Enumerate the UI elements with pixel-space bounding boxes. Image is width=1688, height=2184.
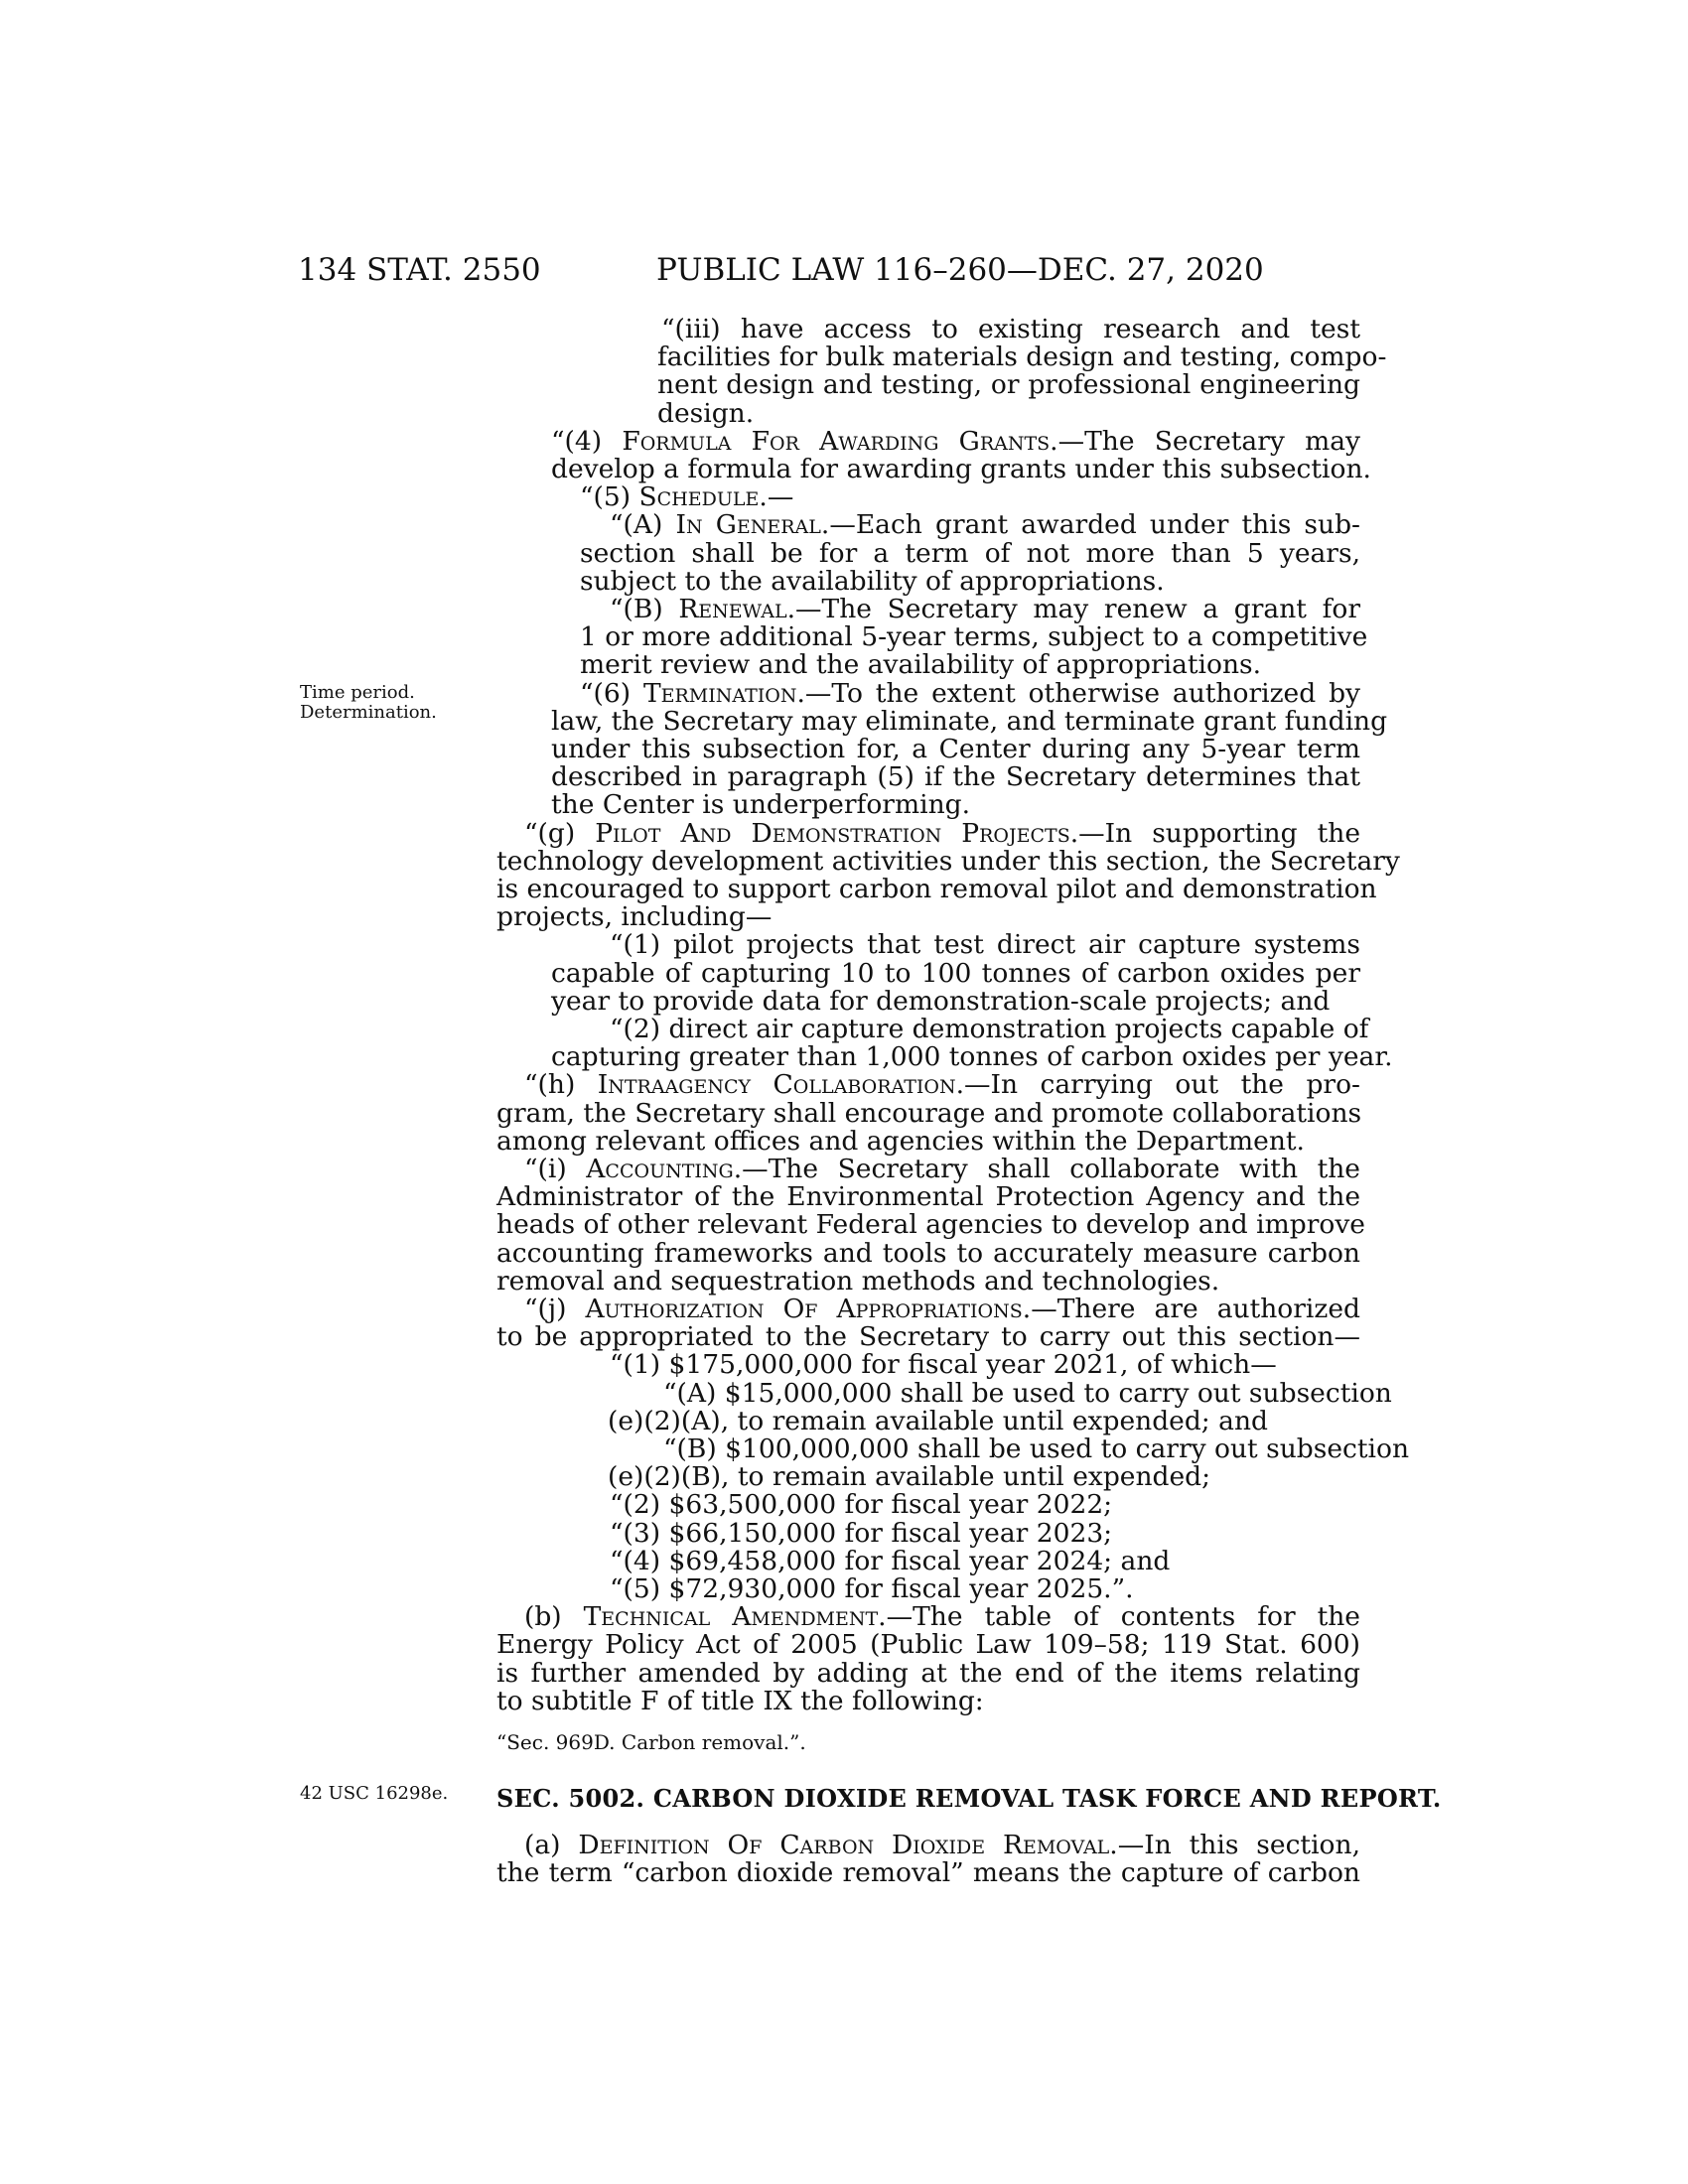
text-line: “(4) Formula For Awarding Grants.—The Secretary may (551, 425, 1360, 457)
small-caps-heading: In General. (675, 509, 830, 541)
text-line: “(1) $175,000,000 for fiscal year 2021, of which— (610, 1349, 1277, 1381)
text-line: “(B) Renewal.—The Secretary may renew a grant for (610, 594, 1361, 624)
small-caps-heading: Intraagency Collaboration. (597, 1069, 964, 1101)
text-line: “(3) $66,150,000 for fiscal year 2023; (610, 1517, 1113, 1549)
small-caps-heading: Definition Of Carbon Dioxide Removal. (578, 1830, 1118, 1860)
text-line: subject to the availability of appropriations. (580, 565, 1165, 597)
text-line: “(5) $72,930,000 for fiscal year 2025.”. (610, 1573, 1134, 1604)
page-stat-number: 134 STAT. 2550 (298, 252, 541, 288)
text-line: described in paragraph (5) if the Secretary determines that (551, 761, 1360, 793)
margin-note-determination: Determination. (300, 702, 437, 723)
text-line: “(6) Termination.—To the extent otherwise authorized by (580, 677, 1360, 709)
small-caps-heading: Renewal. (678, 594, 796, 624)
text-line: is encouraged to support carbon removal pilot and demonstration (496, 874, 1377, 904)
small-caps-heading: Accounting. (586, 1154, 743, 1184)
text-line: nent design and testing, or professional engineering (657, 369, 1360, 401)
text-line: heads of other relevant Federal agencies to develop and improve (496, 1209, 1365, 1241)
margin-note-usc-citation: 42 USC 16298e. (300, 1783, 449, 1804)
text-line: (a) Definition Of Carbon Dioxide Removal.—In this section, (524, 1830, 1360, 1860)
small-caps-heading: Authorization Of Appropriations. (585, 1294, 1032, 1324)
text-line: section shall be for a term of not more than 5 years, (580, 537, 1360, 569)
small-caps-heading: Formula For Awarding Grants. (622, 425, 1058, 457)
margin-note-time-period: Time period. (300, 682, 415, 703)
small-caps-heading: Termination. (642, 677, 805, 709)
text-line: capable of capturing 10 to 100 tonnes of carbon oxides per (551, 957, 1360, 989)
text-line: “(2) $63,500,000 for fiscal year 2022; (610, 1489, 1113, 1521)
section-heading: SEC. 5002. CARBON DIOXIDE REMOVAL TASK FORCE AND REPORT. (496, 1784, 1442, 1813)
text-line: “(iii) have access to existing research and test (661, 314, 1360, 344)
text-line: to be appropriated to the Secretary to carry out this section— (496, 1321, 1360, 1353)
text-line: “(j) Authorization Of Appropriations.—There are authorized (524, 1294, 1360, 1324)
text-line: “(B) $100,000,000 shall be used to carry out subsection (663, 1433, 1410, 1464)
small-caps-heading: Technical Amendment. (583, 1601, 887, 1633)
text-line: projects, including— (496, 901, 773, 933)
text-line: “(1) pilot projects that test direct air capture systems (610, 929, 1360, 961)
text-line: is further amended by adding at the end of the items relating (496, 1657, 1360, 1689)
text-line: Energy Policy Act of 2005 (Public Law 109–58; 119 Stat. 600) (496, 1629, 1360, 1661)
text-line: under this subsection for, a Center during any 5-year term (551, 734, 1360, 764)
text-line: (b) Technical Amendment.—The table of contents for the (524, 1601, 1360, 1633)
text-line: facilities for bulk materials design and testing, compo- (657, 341, 1387, 373)
text-line: gram, the Secretary shall encourage and promote collaborations (496, 1097, 1362, 1129)
text-line: the Center is underperforming. (551, 789, 971, 821)
text-line: (e)(2)(B), to remain available until expended; (608, 1461, 1211, 1493)
text-line: (e)(2)(A), to remain available until expended; and (608, 1405, 1268, 1436)
page-header-title: PUBLIC LAW 116–260—DEC. 27, 2020 (656, 252, 1264, 288)
small-caps-heading: Pilot And Demonstration Projects. (595, 817, 1079, 849)
text-line: among relevant offices and agencies within the Department. (496, 1125, 1305, 1157)
text-line: accounting frameworks and tools to accurately measure carbon (496, 1237, 1360, 1269)
toc-entry: “Sec. 969D. Carbon removal.”. (496, 1730, 806, 1754)
text-line: the term “carbon dioxide removal” means the capture of carbon (496, 1857, 1360, 1888)
text-line: develop a formula for awarding grants under this subsection. (551, 454, 1371, 484)
text-line: “(g) Pilot And Demonstration Projects.—In supporting the (524, 817, 1360, 849)
text-line: to subtitle F of title IX the following: (496, 1685, 984, 1716)
text-line: removal and sequestration methods and technologies. (496, 1265, 1220, 1297)
text-line: Administrator of the Environmental Protection Agency and the (496, 1181, 1360, 1213)
text-line: capturing greater than 1,000 tonnes of carbon oxides per year. (551, 1041, 1393, 1073)
text-line: “(h) Intraagency Collaboration.—In carrying out the pro- (524, 1069, 1360, 1101)
text-line: “(4) $69,458,000 for fiscal year 2024; and (610, 1545, 1171, 1576)
text-line: “(2) direct air capture demonstration projects capable of (610, 1014, 1369, 1044)
text-line: “(A) $15,000,000 shall be used to carry out subsection (663, 1377, 1392, 1409)
text-line: 1 or more additional 5-year terms, subject to a competitive (580, 621, 1368, 653)
text-line: “(i) Accounting.—The Secretary shall collaborate with the (524, 1154, 1360, 1184)
text-line: “(A) In General.—Each grant awarded under this sub- (610, 509, 1360, 541)
text-line: “(5) Schedule.— (580, 481, 794, 513)
text-line: year to provide data for demonstration-scale projects; and (551, 985, 1331, 1017)
text-line: design. (657, 397, 755, 429)
text-line: technology development activities under this section, the Secretary (496, 845, 1400, 877)
text-line: merit review and the availability of appropriations. (580, 649, 1262, 681)
text-line: law, the Secretary may eliminate, and terminate grant funding (551, 705, 1388, 737)
small-caps-heading: Schedule. (638, 481, 768, 513)
